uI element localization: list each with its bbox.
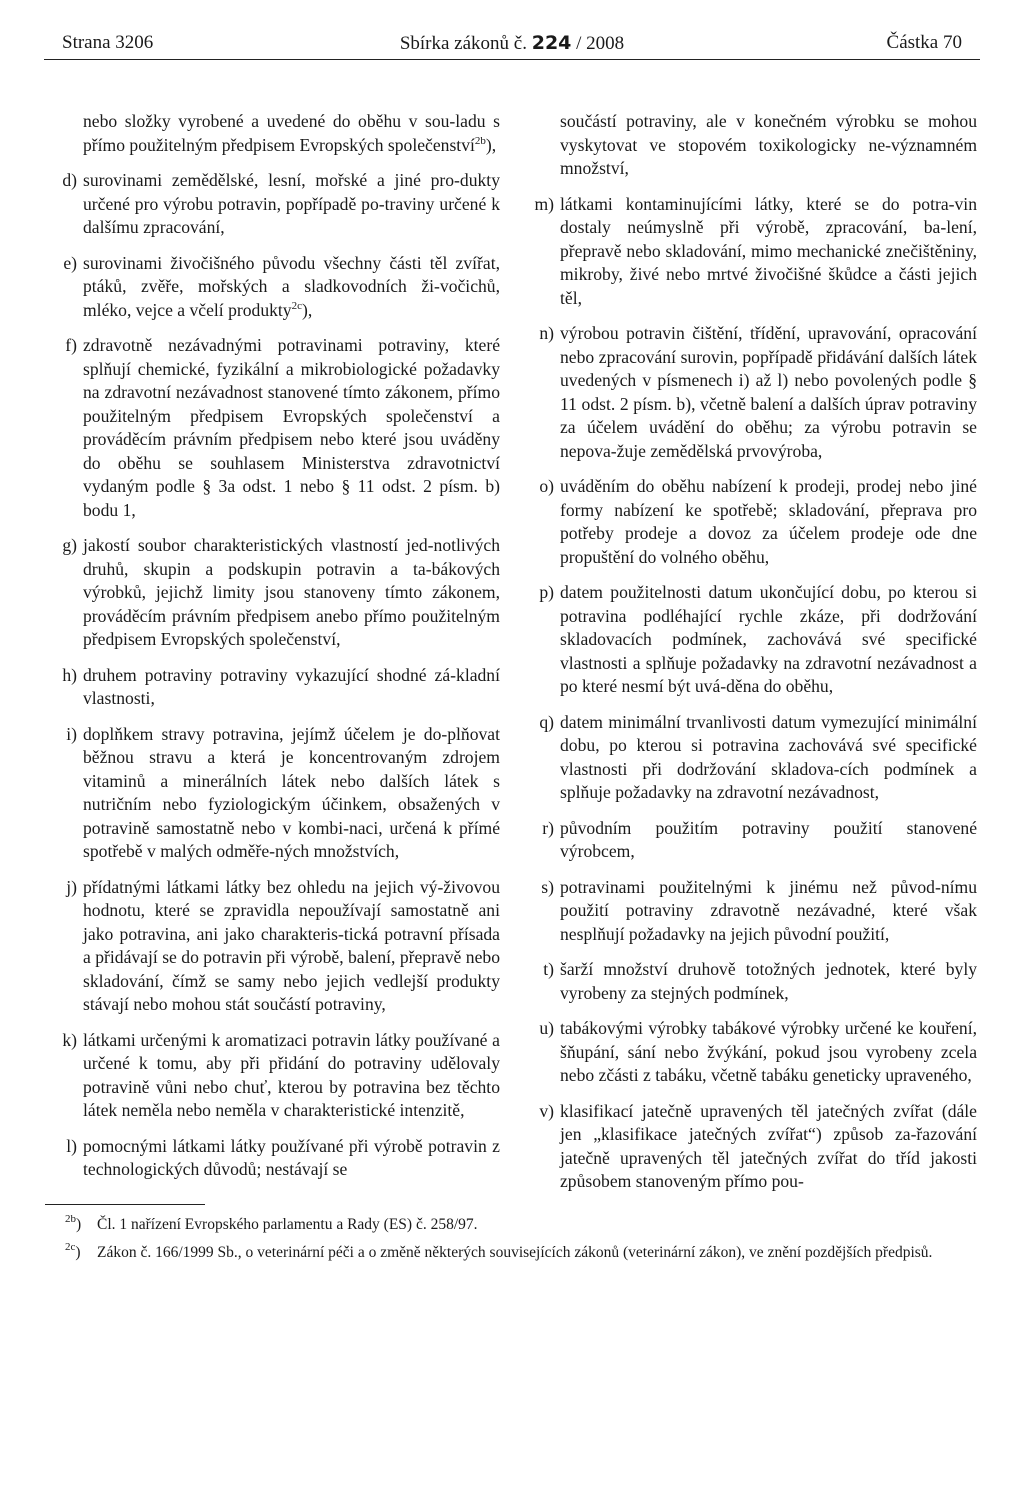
item-text: datem použitelnosti datum ukončující dobu, po kterou si potravina podléhající rychle zkáze, při dodržování skladovacích podmínek, zachovává své specifické vlastnosti a splňuje požadavky na zdravotní nezávadnost a po které nesmí být uvá-děna do oběhu, bbox=[560, 582, 977, 696]
item-text: látkami kontaminujícími látky, které se do potra-vin dostaly neúmyslně při výrobě, zpracování, ba-lení, přepravě nebo skladování, mimo mechanické znečištěniny, mikroby, živé nebo mrtvé živočišné škůdce a části jejich těl, bbox=[560, 193, 977, 308]
collection-label: Sbírka zákonů č. bbox=[399, 33, 527, 54]
page-header bbox=[44, 26, 980, 60]
collection-title bbox=[44, 26, 980, 61]
item-text: datem minimální trvanlivosti datum vymezující minimální dobu, po kterou si potravina zachovává své specifické vlastnosti při dodržování skladova-cích podmínek a splňuje požadavky na zdravotní nezávadnost, bbox=[560, 711, 977, 802]
definition-item bbox=[45, 723, 500, 864]
definition-item bbox=[522, 1017, 977, 1088]
footnote-divider bbox=[45, 1204, 205, 1205]
item-label: e) bbox=[63, 252, 77, 273]
footnote-mark-paren: ) bbox=[75, 1244, 81, 1261]
item-label: t) bbox=[543, 959, 554, 979]
item-text: pomocnými látkami látky používané při výrobě potravin z technologických důvodů; nestávají se bbox=[83, 1135, 500, 1179]
definition-item bbox=[522, 711, 977, 805]
definition-item bbox=[522, 193, 977, 311]
item-text: tabákovými výrobky tabákové výrobky určené ke kouření, šňupání, sání nebo žvýkání, pokud jsou vyrobeny zcela nebo zčásti z tabáku, včetně tabáku geneticky upraveného, bbox=[560, 1018, 977, 1085]
item-text: doplňkem stravy potravina, jejímž účelem je do-plňovat běžnou stravu a která je koncentrovaným zdrojem vitaminů a minerálních látek nebo dalších látek s nutričním nebo fyziologickým účinkem, obsažených v potravině samostatně nebo v kombi-naci, určená k přímé spotřebě v malých odměře-ných množstvích, bbox=[83, 723, 500, 861]
item-text: přídatnými látkami látky bez ohledu na jejich vý-živovou hodnotu, které se zpravidla nepoužívají samostatně ani jako potravina, ani jako charakteris-tická potravní přísada a přidávají se do potravin při výrobě, balení, přepravě nebo skladování, čímž se samy nebo jejich vedlejší produkty stávají nebo mohou stát součástí potraviny, bbox=[83, 876, 500, 1014]
footnote-text: Čl. 1 nařízení Evropského parlamentu a Rady (ES) č. 258/97. bbox=[97, 1216, 478, 1233]
law-number: 224 bbox=[531, 32, 572, 54]
item-text: uváděním do oběhu nabízení k prodeji, prodej nebo jiné formy nabízení ke spotřebě; skladování, přeprava pro potřeby prodeje a dovoz za účelem prodeje ode dne propuštění do volného oběhu, bbox=[560, 476, 977, 567]
footnote-mark-number: 2b bbox=[65, 1213, 76, 1225]
definition-item bbox=[45, 1135, 500, 1182]
item-label: h) bbox=[62, 664, 77, 685]
continuation-text: nebo složky vyrobené a uvedené do oběhu v sou-ladu s přímo použitelným předpisem Evropských společenství bbox=[83, 111, 500, 155]
footnote bbox=[45, 1214, 980, 1236]
definition-item bbox=[522, 322, 977, 463]
item-label: o) bbox=[539, 476, 554, 496]
item-label: j) bbox=[66, 876, 77, 897]
footnote-mark-number: 2c bbox=[65, 1241, 76, 1253]
item-text: šarží množství druhově totožných jednotek, které byly vyrobeny za stejných podmínek, bbox=[560, 959, 977, 1003]
item-label: i) bbox=[66, 723, 77, 744]
definition-item bbox=[45, 876, 500, 1017]
item-label: n) bbox=[539, 323, 554, 343]
definition-item bbox=[522, 1100, 977, 1194]
definition-item bbox=[522, 475, 977, 569]
item-text: látkami určenými k aromatizaci potravin látky používané a určené k tomu, aby při přidání do potraviny udělovaly potravině vůni nebo chuť, kterou by potravina bez těchto látek neměla nebo neměla v charakteristické intenzitě, bbox=[83, 1029, 500, 1120]
footnote-text: Zákon č. 166/1999 Sb., o veterinární péči a o změně některých souvisejících zákonů (veterinární zákon), ve znění pozdějších předpisů. bbox=[97, 1244, 933, 1261]
page-number: Strana 3206 bbox=[62, 32, 154, 53]
header-divider bbox=[44, 59, 980, 60]
definition-item bbox=[45, 252, 500, 323]
part-number: Částka 70 bbox=[886, 32, 962, 53]
item-text: původním použitím potraviny použití stanovené výrobcem, bbox=[560, 817, 977, 861]
definition-item bbox=[522, 581, 977, 699]
item-label: r) bbox=[542, 817, 554, 838]
continuation-tail: ), bbox=[485, 134, 497, 155]
footnote-mark bbox=[65, 1242, 81, 1264]
item-text: výrobou potravin čištění, třídění, upravování, opracování nebo zpracování surovin, popřípadě přidávání dalších látek uvedených v písmenech i) až l) nebo povolených podle § 11 odst. 2 písm. b), včetně balení a dalších úprav potraviny za účelem uvádění do oběhu; za výrobu potravin se nepova-žuje zemědělská prvovýroba, bbox=[560, 323, 977, 461]
item-label: k) bbox=[62, 1029, 77, 1050]
law-year: / 2008 bbox=[576, 33, 625, 54]
definition-item bbox=[45, 534, 500, 652]
item-text: surovinami zemědělské, lesní, mořské a jiné pro-dukty určené pro výrobu potravin, popřípadě po-traviny určené k dalšímu zpracování, bbox=[83, 170, 500, 237]
left-continuation bbox=[45, 110, 500, 157]
left-column bbox=[45, 110, 500, 1194]
item-text: surovinami živočišného původu všechny části těl zvířat, ptáků, zvěře, mořských a sladkovodních ži-vočichů, mléko, vejce a včelí produkty bbox=[83, 252, 500, 320]
item-text: druhem potraviny potraviny vykazující shodné zá-kladní vlastnosti, bbox=[83, 664, 500, 708]
item-label: q) bbox=[539, 711, 554, 732]
footnote-ref: 2c bbox=[291, 299, 302, 312]
footnote-ref: 2b bbox=[474, 134, 486, 147]
right-continuation: součástí potraviny, ale v konečném výrobku se mohou vyskytovat ve stopovém toxikologicky ne-významném množství, bbox=[560, 111, 977, 178]
item-label: s) bbox=[541, 876, 554, 897]
item-label: l) bbox=[66, 1135, 77, 1156]
definition-item bbox=[45, 664, 500, 711]
item-label: p) bbox=[539, 582, 554, 602]
item-label: g) bbox=[62, 535, 77, 555]
footnote-mark bbox=[65, 1214, 81, 1236]
definition-item bbox=[45, 334, 500, 522]
definition-item bbox=[45, 1029, 500, 1123]
item-text: zdravotně nezávadnými potravinami potraviny, které splňují chemické, fyzikální a mikrobiologické požadavky na zdravotní nezávadnost stanovené tímto zákonem, přímo použitelným předpisem Evropských společenství a prováděcím právním předpisem nebo které jsou uváděny do oběhu se souhlasem Ministerstva zdravotnictví vydaným podle § 3a odst. 1 nebo § 11 odst. 2 písm. b) bodu 1, bbox=[83, 335, 500, 520]
item-label: m) bbox=[534, 193, 554, 214]
item-label: u) bbox=[539, 1018, 554, 1038]
footnotes bbox=[45, 1214, 980, 1270]
definition-item bbox=[522, 817, 977, 864]
item-text: potravinami použitelnými k jinému než původ-nímu použití potraviny zdravotně nezávadné, které však nesplňují požadavky na jejich původní použití, bbox=[560, 876, 977, 944]
footnote bbox=[45, 1242, 980, 1264]
definition-item bbox=[522, 958, 977, 1005]
item-label: f) bbox=[65, 335, 77, 355]
right-column bbox=[522, 110, 977, 1206]
item-label: d) bbox=[62, 170, 77, 190]
item-label: v) bbox=[539, 1100, 554, 1121]
definition-item bbox=[522, 876, 977, 947]
footnote-mark-paren: ) bbox=[76, 1216, 82, 1233]
item-text: klasifikací jatečně upravených těl jatečných zvířat (dále jen „klasifikace jatečných zvířat“) způsob za-řazování jatečně upravených těl jatečných zvířat do tříd jakosti způsobem stanoveným přímo pou- bbox=[560, 1100, 977, 1191]
item-text: jakostí soubor charakteristických vlastností jed-notlivých druhů, skupin a podskupin potravin a ta-bákových výrobků, jejichž limity jsou stanoveny tímto zákonem, prováděcím právním předpisem anebo přímo použitelným předpisem Evropských společenství, bbox=[83, 535, 500, 649]
definition-item bbox=[45, 169, 500, 240]
item-tail: ), bbox=[302, 299, 313, 320]
